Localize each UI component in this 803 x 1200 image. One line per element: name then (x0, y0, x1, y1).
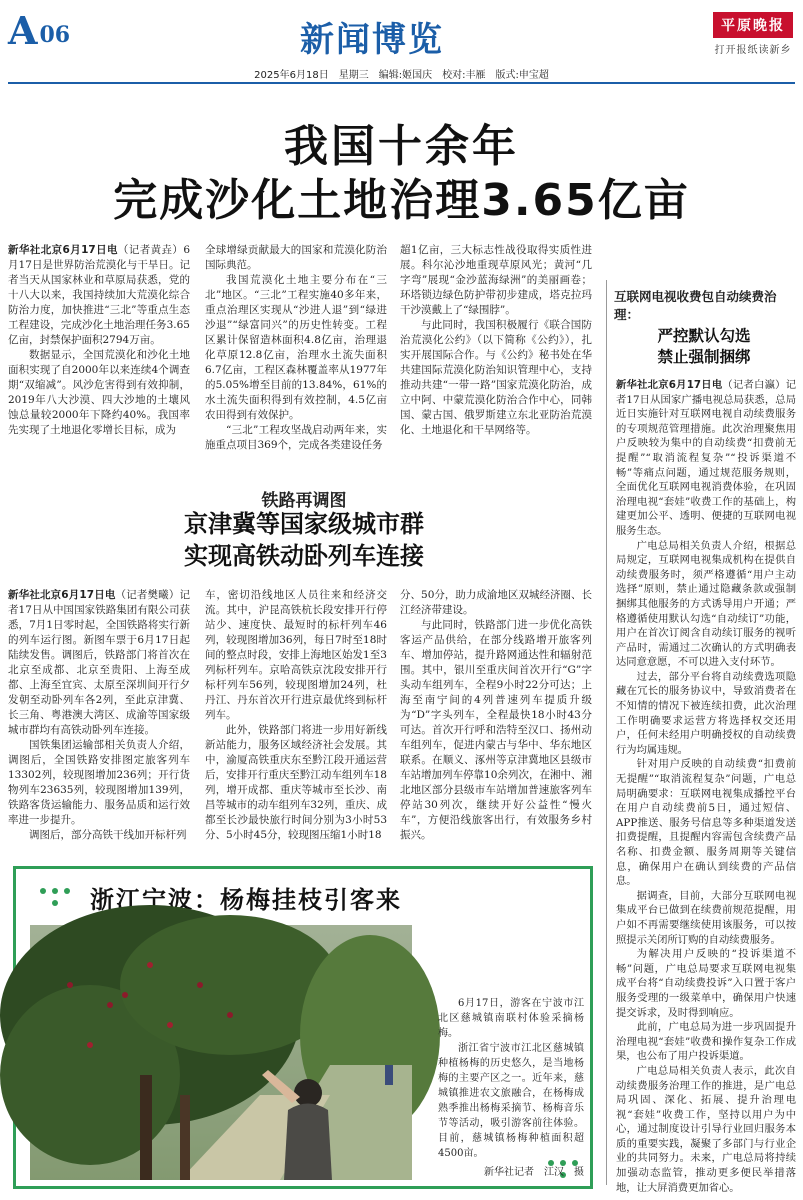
sidebar-paragraph: 过去，部分平台将自动续费选项隐藏在冗长的服务协议中，导致消费者在不知情的情况下被连续扣费，此次治理工作明确要求运营方将选择权交还用户，任何未经用户明确授权的自动续费行为均属违规。 (616, 670, 796, 756)
photo-credit: 新华社记者 江汉 摄 (484, 1167, 584, 1178)
issue-dateline: 2025年6月18日 星期三 编辑:姬国庆 校对:丰雁 版式:申宝超 (254, 70, 549, 81)
article1-headline (0, 120, 803, 228)
article1-paragraph: 超1亿亩，三大标志性战役取得实质性进展。科尔沁沙地重现草原风光；黄河“几字弯”展现“金沙蓝海绿洲”的美丽画卷；环塔锁边绿色防护带初步建成，塔克拉玛干沙漠戴上了“绿围脖”。 (400, 244, 592, 316)
article2-paragraph: 分、50分，助力成渝地区双城经济圈、长江经济带建设。 (400, 589, 592, 616)
article2-column-2 (205, 588, 387, 841)
sidebar-headline (614, 326, 794, 368)
photo-feature-title: 浙江宁波：杨梅挂枝引客来 (90, 886, 402, 914)
article2-lead: 新华社北京6月17日电（记者樊曦）记者17日从中国国家铁路集团有限公司获悉，7月1日零时起，全国铁路将实行新的列车运行图。新图车票于6月17日起陆续发售。调图后，铁路部门将首次在北京至成都、北京至贵阳、上海至成都、上海至宜宾、太原至深圳间开行夕发朝至动卧列车各2列，至此京津冀、长三角、粤港澳大湾区、成渝等国家级城市群均有高铁动卧列车连接。 (8, 589, 190, 736)
article1-paragraph: 与此同时，我国积极履行《联合国防治荒漠化公约》（以下简称《公约》），扎实开展国际合作。与《公约》秘书处在华共建国际荒漠化防治知识管理中心，支持推动共建“一带一路”国家荒漠化防治，成立中阿、中蒙荒漠化防治合作中心，同韩国、蒙古国、俄罗斯建立东北亚防治荒漠化、土地退化和干旱网络等。 (400, 319, 592, 436)
article2-headline-line2: 实现高铁动卧列车连接 (184, 542, 424, 570)
section-title: 新闻博览 (300, 20, 444, 60)
article2-paragraph: 车，密切沿线地区人员往来和经济交流。其中，沪昆高铁杭长段安排开行停站少、速度快、最短时的标杆列车46列，较现图增加36列，每日7时至18时间的整点时段，安排上海地区始发1至3列标杆列车。京哈高铁京沈段安排开行标杆列车56列，较现图增加24列，杜丹江、丹东首次开行进京最优终到标杆列车。 (205, 589, 387, 721)
article2-headline-line1: 京津冀等国家级城市群 (184, 510, 424, 538)
article2-paragraph: 与此同时，铁路部门进一步优化高铁客运产品供给，在部分线路增开旅客列车、增加停站，提升路网通达性和辐射范围。其中，银川至重庆间首次开行“G”字头动车组列车，全程9小时22分可达；上海至南宁间的4列普速列车提质升级为“D”字头列车，全程最快18小时43分可达。首次开行呼和浩特至汉口、扬州动车组列车，促进内蒙古与华中、华东地区联系。在顺义、涿州等京津冀地区县级市车站增加列车停靠10余列次，在湘中、湘北地区部分县级市车站增加普速旅客列车停站30列次，继续开好公益性“慢火车”，方便沿线旅客出行，有效服务乡村振兴。 (400, 619, 592, 841)
article1-column-2 (205, 243, 387, 451)
article2-paragraph: 调图后，部分高铁干线加开标杆列 (29, 829, 187, 841)
article2-dateline: 新华社北京6月17日电 (8, 589, 116, 601)
masthead-rule (8, 82, 795, 84)
article2-paragraph: 此外，铁路部门将进一步用好新线新站能力，服务区域经济社会发展。其中，渝厦高铁重庆东至黔江段开通运营后，安排开行重庆至黔江动车组列车18列，增开成都、重庆等城市至长沙、南昌等城市的动车组列车32列，重庆、成都至长沙最快旅行时间分别为3小时53分、5小时45分，较现图压缩1小时18 (205, 724, 387, 841)
caption-paragraph: 浙江省宁波市江北区慈城镇种植杨梅的历史悠久，是当地杨梅的主要产区之一。近年来，慈城镇推进农文旅融合，在杨梅成熟季推出杨梅采摘节、杨梅音乐节等活动，吸引游客前往体验。目前，慈城镇杨梅种植面积超4500亩。 (438, 1043, 584, 1159)
article2-reporter: （记者樊曦） (115, 589, 180, 601)
sidebar-dateline: 新华社北京6月17日电 (616, 379, 723, 391)
sidebar-paragraph: 此前，广电总局为进一步巩固提升治理电视“套娃”收费和操作复杂工作成果，也公布了用户投诉渠道。 (616, 1021, 796, 1063)
article1-paragraph: 数据显示，全国荒漠化和沙化土地面积实现了自2000年以来连续4个调查期“双缩减”。风沙危害得到有效抑制，2019年八大沙漠、四大沙地的土壤风蚀总量较2000年下降约40%。我国率先实现了土地退化零增长目标，成为 (8, 349, 190, 436)
caption-paragraph: 6月17日，游客在宁波市江北区慈城镇南联村体验采摘杨梅。 (438, 998, 584, 1039)
logo-wordmark: 平原晚报 (713, 12, 793, 38)
article2-headline (8, 508, 600, 572)
article1-headline-line1: 我国十余年 (284, 121, 519, 172)
article1-paragraph: 全球增绿贡献最大的国家和荒漠化防治国际典范。 (205, 244, 387, 271)
article2-paragraph: 国铁集团运输部相关负责人介绍，调图后，全国铁路安排图定旅客列车13302列，较现图增加236列；开行货物列车23635列，较现图增加139列，铁路客货运输能力、服务品质和运行效率进一步提升。 (8, 739, 190, 826)
sidebar-headline-line1: 严控默认勾选 (657, 327, 751, 345)
logo-slogan: 打开报纸读新乡 (714, 45, 792, 56)
sidebar-reporter: （记者白瀛） (722, 379, 786, 391)
sidebar-paragraph: 针对用户反映的自动续费“扣费前无提醒”“取消流程复杂”问题，广电总局明确要求：互联网电视集成播控平台在用户自动续费前5日，通过短信、APP推送、服务号信息等多种渠道发送扣费提醒，且提醒内容需包含续费产品名称、扣费金额、服务周期等关键信息，确保用户在确认到续费的产品信息。 (616, 758, 796, 888)
article1-dateline: 新华社北京6月17日电 (8, 244, 118, 256)
sidebar-lead: 新华社北京6月17日电（记者白瀛）记者17日从国家广播电视总局获悉，总局近日实施针对互联网电视自动续费服务的专项规范管理措施。此次治理聚焦用户反映较为集中的自动续费“扣费前无提醒”“取消流程复杂”“投诉渠道不畅”等痛点问题，通过规范服务规则，全面优化互联网电视消费体验，在巩固治理电视“套娃”收费工作的基础上，构建更加公平、透明、便捷的互联网电视服务生态。 (616, 379, 797, 537)
bayberry-orchard-photo (30, 925, 412, 1180)
sidebar-paragraph: 广电总局相关负责人介绍，根据总局规定，互联网电视集成机构在提供自动续费服务时，须严格遵循“用户主动选择”原则，禁止通过隐藏条款或强制捆绑其他服务的方式诱导用户开通；严格遵循使用默认勾选“自动续订”功能，用户在首次订阅含自动续订服务的视听产品时，需通过二次确认的方式明确表达同意意愿，不可以进入支付环节。 (616, 539, 796, 669)
article1-headline-line2: 完成沙化土地治理3.65亿亩 (113, 175, 690, 226)
article1-column-3 (400, 243, 592, 448)
sidebar-paragraph: 广电总局相关负责人表示，此次自动续费服务治理工作的推进，是广电总局巩固、深化、拓展、提升治理电视“套娃”收费工作，坚持以用户为中心，通过制度设计引导行业回归服务本质的重要实践，凝聚了多部门与行业企业的共同努力。未来，广电总局将持续加强动态监管，推动更多便民举措落地，让大屏消费更加省心。 (616, 1064, 796, 1194)
sidebar-paragraph: 为解决用户反映的“投诉渠道不畅”问题，广电总局要求互联网电视集成平台将“自动续费投诉”入口置于客户服务受理的一级菜单中，确保用户快速提交诉求，及时得到响应。 (616, 948, 796, 1019)
column-divider (606, 280, 607, 1185)
article1-reporter: （记者黄垚） (117, 244, 184, 256)
newspaper-logo (713, 12, 793, 56)
sidebar-paragraph: 据调查，目前，大部分互联网电视集成平台已做到在续费前规范提醒，用户如不再需要继续使用该服务，可以按照提示关闭所订购的自动续费服务。 (616, 889, 796, 946)
sidebar-headline-line2: 禁止强制捆绑 (657, 348, 751, 366)
article1-paragraph: “三北”工程攻坚战启动两年来，实施重点项目369个，完成各类建设任务 (205, 424, 387, 451)
article1-column-1 (8, 243, 190, 448)
sidebar-body (616, 378, 797, 1194)
article2-column-1 (8, 588, 190, 841)
page-number: A06 (8, 8, 71, 53)
photo-caption (438, 996, 584, 1186)
article1-paragraph: 我国荒漠化土地主要分布在“三北”地区。“三北”工程实施40多年来，重点治理区实现从“沙进人退”到“绿进沙退”“绿富同兴”的历史性转变。工程区累计保留造林面积4.8亿亩，治理退化草原12.8亿亩，治理水土流失面积6.7亿亩，工程区森林覆盖率从1977年的5.05%增至目前的13.84%，61%的水土流失面积得到有效控制，4.5亿亩农田得到有效保护。 (205, 274, 387, 421)
article1-lead: 新华社北京6月17日电（记者黄垚）6月17日是世界防治荒漠化与干旱日。记者当天从国家林业和草原局获悉，党的十八大以来，我国持续加大荒漠化综合防治力度，加快推进“三北”等重点生态工程建设，完成沙化土地治理任务3.65亿亩，封禁保护面积2794万亩。 (8, 244, 191, 346)
article2-kicker: 铁路再调图 (261, 491, 347, 511)
article2-column-3 (400, 588, 592, 841)
sidebar-kicker: 互联网电视收费包自动续费治理： (614, 289, 777, 322)
